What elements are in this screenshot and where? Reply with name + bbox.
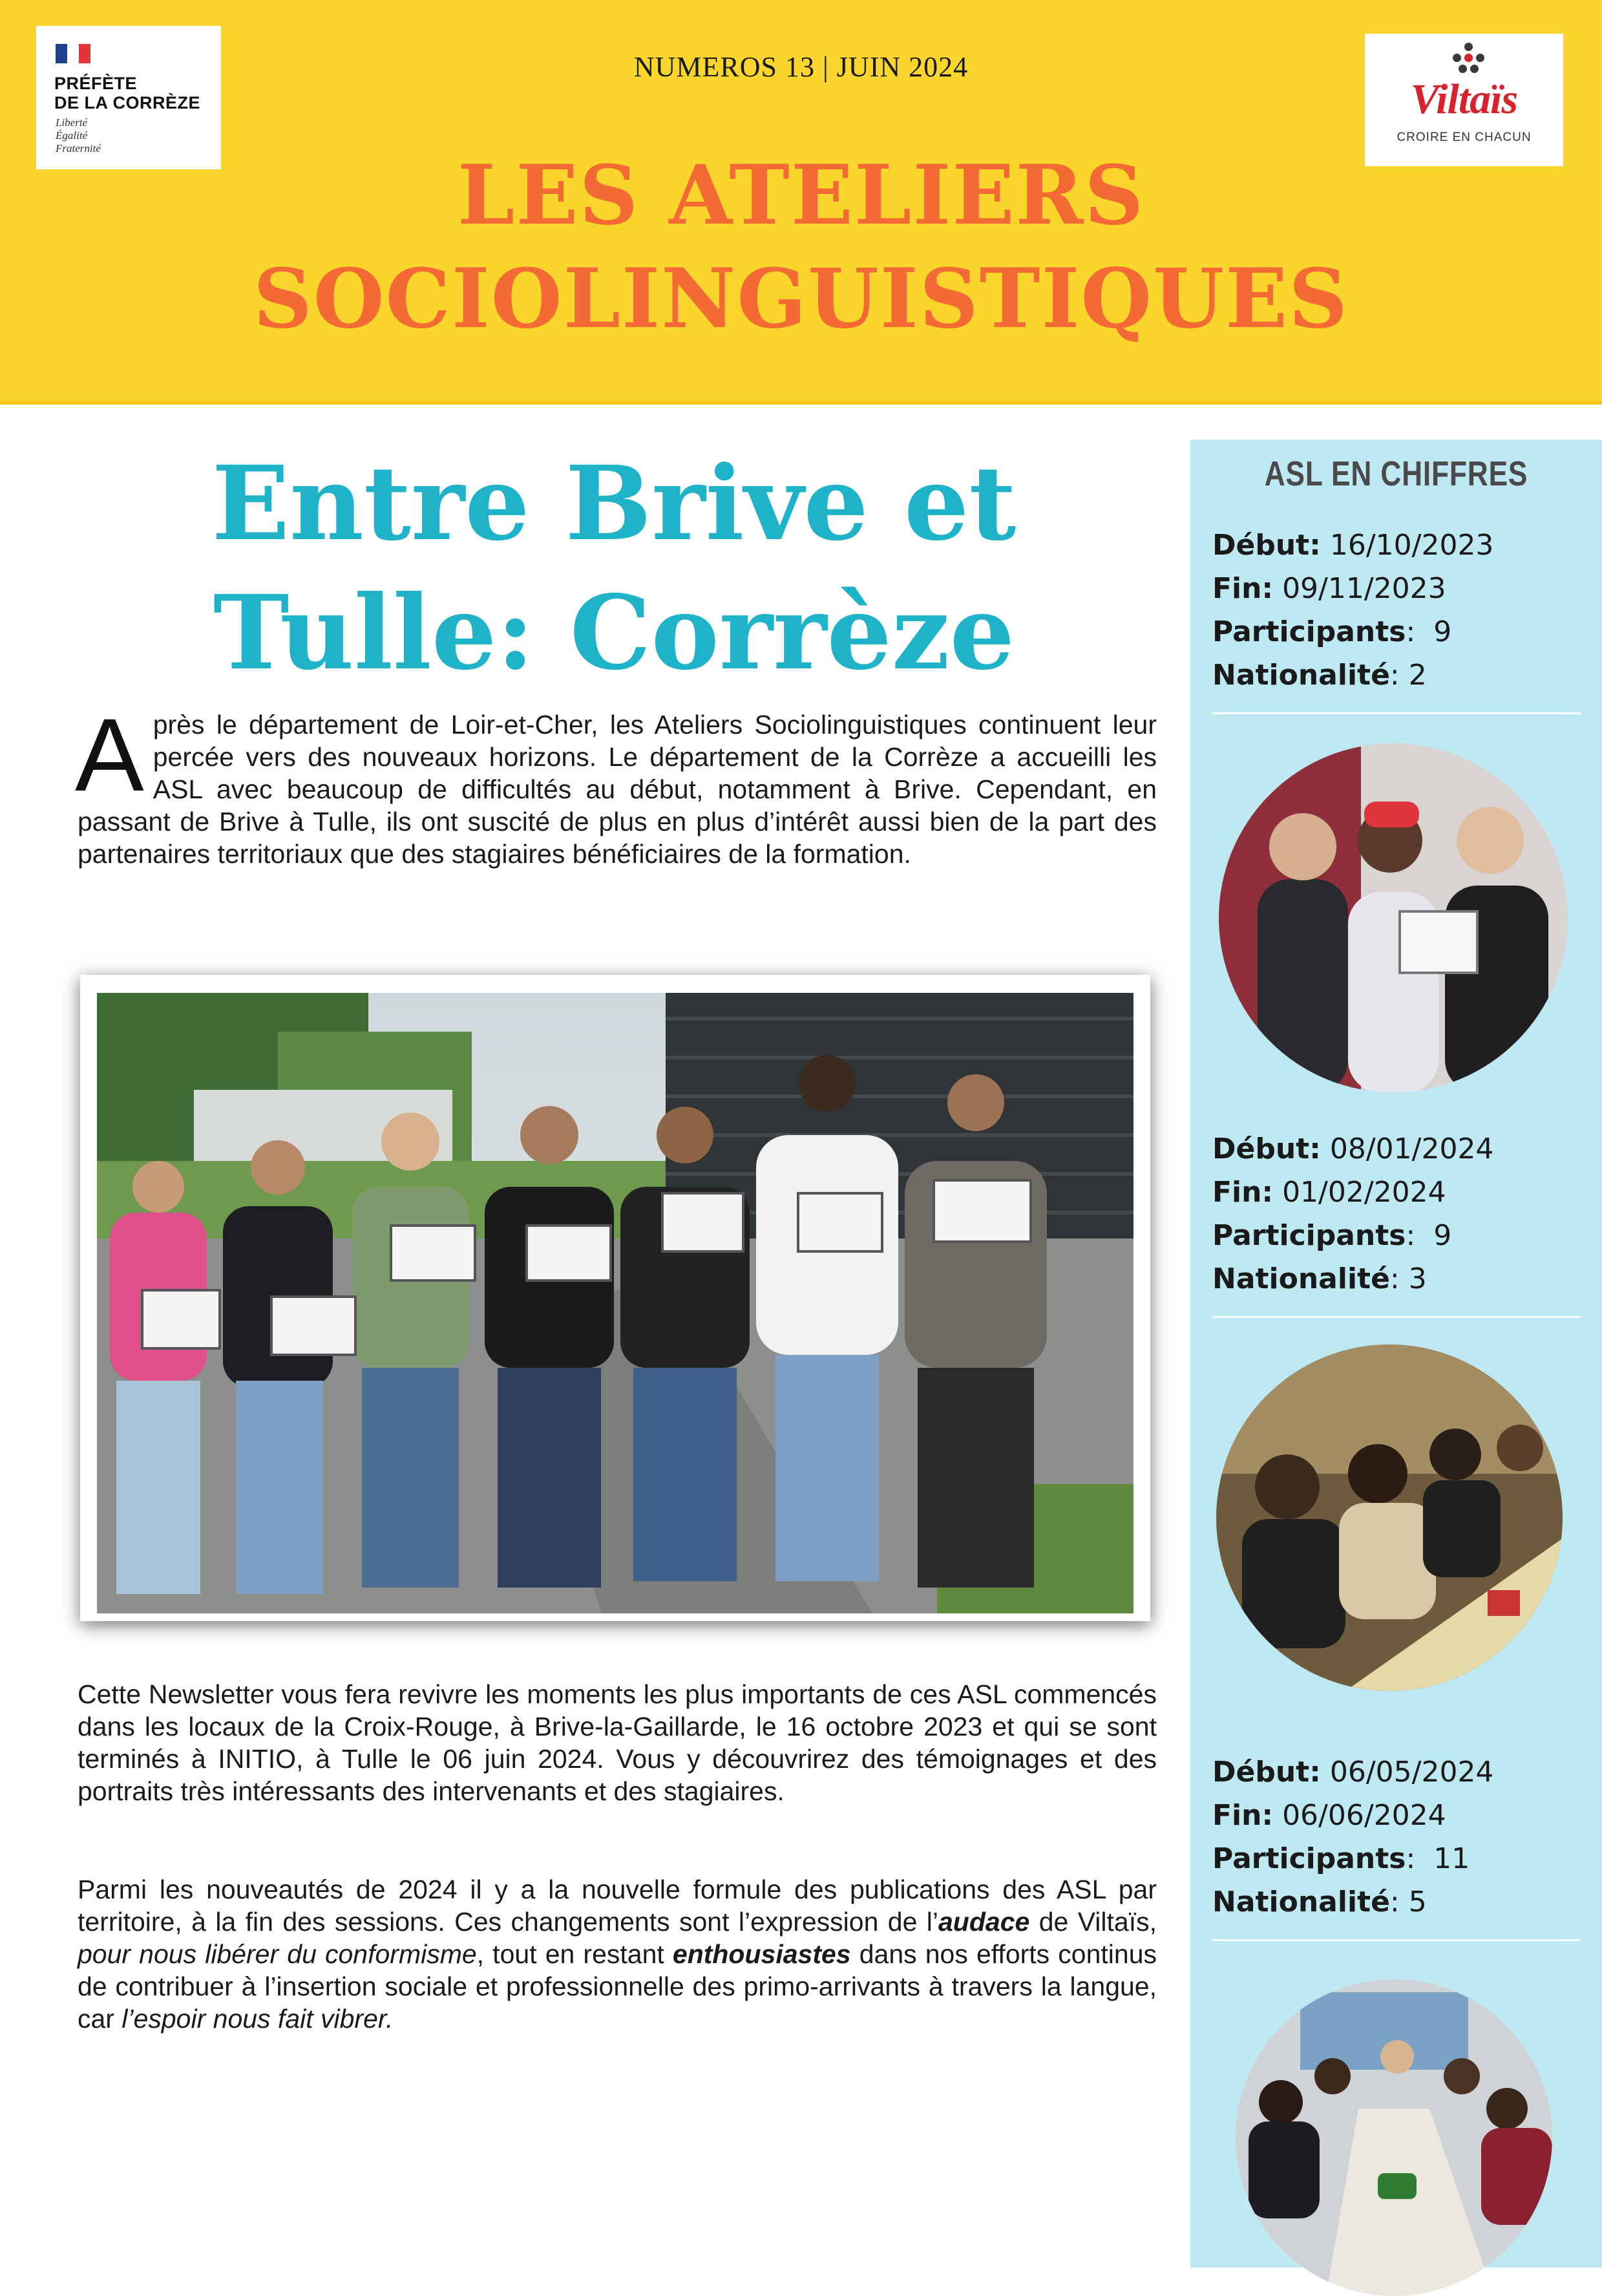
newsletter-title [0, 144, 1602, 350]
viltais-tagline: CROIRE EN CHACUN [1396, 131, 1532, 144]
nationalite-label: Nationalité [1212, 659, 1390, 692]
session-1-participants: Participants: 9 [1212, 615, 1452, 648]
session-1-fin [1212, 567, 1587, 610]
session-3-participants: Participants: 11 [1212, 1842, 1470, 1875]
stats-sidebar [1190, 440, 1602, 2268]
session-1-photo [1219, 743, 1568, 1092]
session-3-fin [1212, 1794, 1587, 1837]
session-3-debut [1212, 1750, 1587, 1794]
sidebar-divider [1212, 1316, 1581, 1318]
article-title [78, 440, 1150, 698]
prefecture-name-line2: DE LA CORRÈZE [54, 93, 201, 112]
session-1-debut [1212, 524, 1587, 567]
session-3-nationalite: Nationalité: 5 [1212, 1886, 1427, 1919]
drop-cap: A [75, 697, 144, 813]
session-2-stats [1212, 1127, 1587, 1301]
newsletter-title-line1: LES ATELIERS [457, 147, 1145, 243]
intro-text: près le département de Loir-et-Cher, les Ateliers Sociolinguistiques continuent leur percée vers des nouveaux horizons. Le département de la Corrèze a accueilli les ASL avec beaucoup de difficultés au début, notamment à Brive. Cependant, en passant de Brive à Tulle, ils ont suscité de plus en plus d’intérêt aussi bien de la part des partenaires territoriaux que des stagiaires bénéficiaires de la formation. [78, 710, 1157, 869]
conformisme-phrase: pour nous libérer du conformisme [78, 1939, 477, 1969]
participants-label: Participants [1212, 1219, 1406, 1252]
participants-value: 11 [1433, 1842, 1470, 1875]
motto-fraternite: Fraternité [56, 142, 101, 154]
paragraph-3-part2: de Viltaïs, [1029, 1907, 1157, 1937]
sidebar-divider [1212, 1939, 1581, 1941]
paragraph-3-part3: , tout en restant [476, 1939, 673, 1969]
paragraph-2: Cette Newsletter vous fera revivre les moments les plus importants de ces ASL commencés dans les locaux de la Croix-Rouge, à Brive-la-Gaillarde, le 16 octobre 2023 et qui se sont terminés à INITIO, à Tulle le 06 juin 2024. Vous y découvrirez des témoignages et des portraits très intéressants des intervenants et des stagiaires. [78, 1679, 1157, 1806]
session-1-stats [1212, 524, 1587, 697]
fin-value: 01/02/2024 [1282, 1176, 1446, 1209]
sidebar-title: ASL EN CHIFFRES [1264, 454, 1528, 493]
fin-label: Fin: [1212, 572, 1274, 605]
debut-value: 06/05/2024 [1329, 1756, 1494, 1789]
debut-value: 08/01/2024 [1329, 1132, 1494, 1165]
viltais-dots-icon [1453, 43, 1484, 76]
nationalite-value: 3 [1408, 1262, 1427, 1295]
viltais-wordmark: Viltaïs [1410, 76, 1518, 123]
session-2-nationalite: Nationalité: 3 [1212, 1262, 1427, 1295]
session-2-participants: Participants: 9 [1212, 1219, 1452, 1252]
article-title-line1: Entre Brive et [211, 444, 1017, 564]
fin-label: Fin: [1212, 1799, 1274, 1832]
debut-label: Début: [1212, 1756, 1321, 1789]
participants-value: 9 [1433, 1219, 1452, 1252]
participants-label: Participants [1212, 1842, 1406, 1875]
certificate-photo-illustration [1219, 743, 1568, 1092]
session-3-photo [1236, 1979, 1552, 2296]
motto-liberte: Liberté [56, 116, 88, 129]
espoir-phrase: l’espoir nous fait vibrer. [121, 2004, 394, 2034]
header-banner [0, 0, 1602, 401]
session-1-nationalite: Nationalité: 2 [1212, 659, 1427, 692]
motto-egalite: Égalité [56, 129, 88, 142]
nationalite-label: Nationalité [1212, 1262, 1390, 1295]
intro-paragraph [75, 697, 1157, 870]
group-photo [97, 993, 1133, 1613]
session-2-debut [1212, 1127, 1587, 1171]
audace-word: audace [938, 1907, 1030, 1937]
session-2-photo [1216, 1345, 1563, 1691]
nationalite-value: 2 [1408, 659, 1427, 692]
debut-value: 16/10/2023 [1329, 529, 1494, 562]
group-photo-illustration [97, 993, 1133, 1613]
paragraph-3-part1: Parmi les nouveautés de 2024 il y a la nouvelle formule des publications des ASL par territoire, à la fin des sessions. Ces changements sont l’expression de l’ [78, 1875, 1157, 1937]
issue-number: NUMEROS 13 | JUIN 2024 [633, 51, 969, 83]
meeting-photo-illustration [1236, 1979, 1552, 2296]
nationalite-value: 5 [1408, 1886, 1427, 1919]
article-title-line2: Tulle: Corrèze [213, 573, 1015, 693]
paragraph-3-part4: dans nos efforts continus de contribuer à l’insertion sociale et professionnelle des primo-arrivants à travers la langue, car [78, 1939, 1157, 2034]
newsletter-title-line2: SOCIOLINGUISTIQUES [253, 251, 1349, 346]
debut-label: Début: [1212, 529, 1321, 562]
sidebar-divider [1212, 712, 1581, 714]
fin-value: 06/06/2024 [1282, 1799, 1446, 1832]
participants-label: Participants [1212, 615, 1406, 648]
group-photo-frame [80, 975, 1150, 1621]
participants-value: 9 [1433, 615, 1452, 648]
classroom-photo-illustration [1216, 1345, 1563, 1691]
session-2-fin [1212, 1171, 1587, 1214]
header-divider [0, 401, 1602, 405]
fin-label: Fin: [1212, 1176, 1274, 1209]
session-3-stats [1212, 1750, 1587, 1924]
prefecture-name-line1: PRÉFÈTE [54, 74, 138, 93]
debut-label: Début: [1212, 1132, 1321, 1165]
paragraph-3 [78, 1873, 1157, 2035]
nationalite-label: Nationalité [1212, 1886, 1390, 1919]
fin-value: 09/11/2023 [1282, 572, 1446, 605]
enthousiastes-word: enthousiastes [672, 1939, 851, 1969]
